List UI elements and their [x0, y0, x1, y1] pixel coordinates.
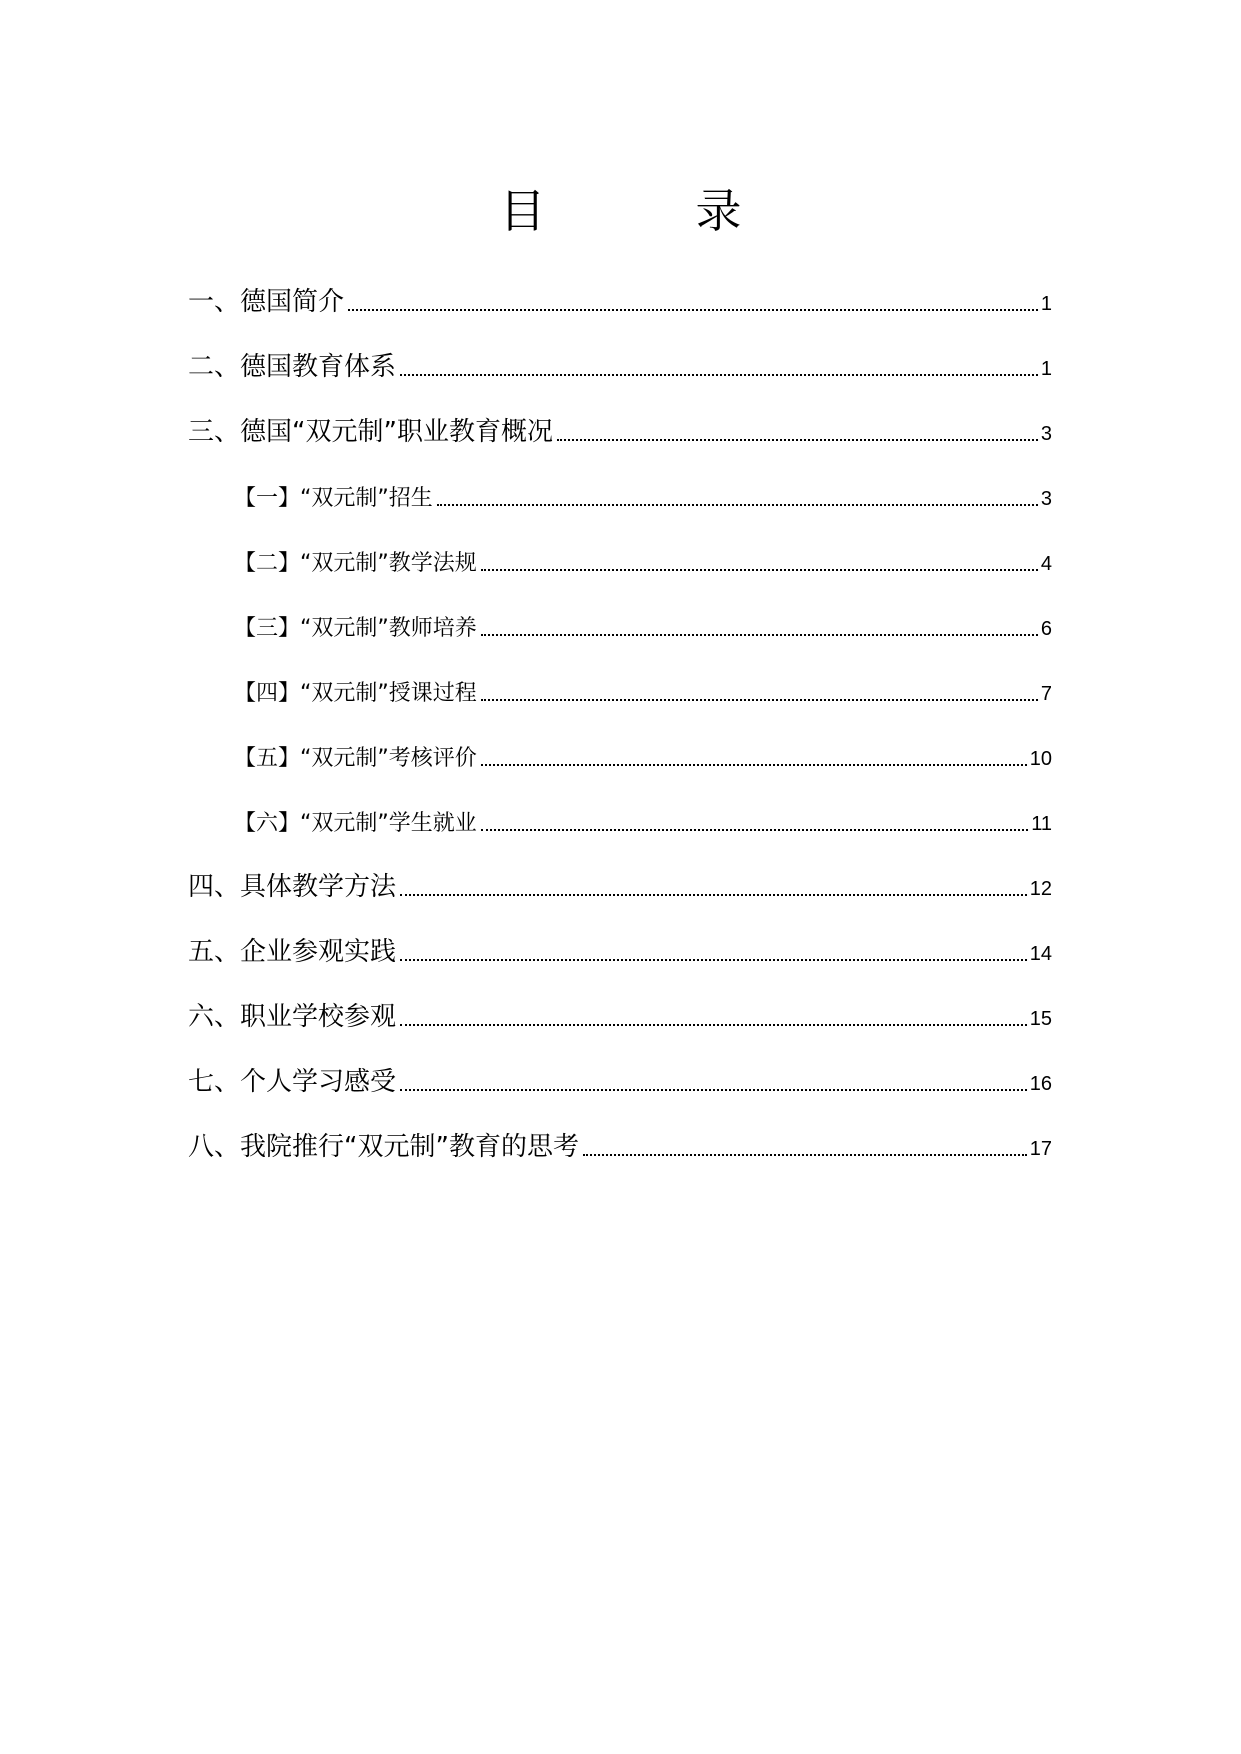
- toc-page-number: 11: [1031, 813, 1052, 835]
- dot-leader: [400, 1089, 1027, 1091]
- toc-page-number: 6: [1040, 618, 1052, 640]
- toc-entry-5[interactable]: [188, 905, 1052, 970]
- toc-page-number: 1: [1040, 358, 1052, 380]
- dot-leader: [481, 699, 1038, 701]
- toc-subentry-3-2[interactable]: [188, 515, 1052, 580]
- toc-page-number: 4: [1040, 553, 1052, 575]
- toc-entry-text: 【六】“双元制”学生就业: [234, 811, 477, 836]
- toc-entry-8[interactable]: [188, 1100, 1052, 1165]
- toc-entry-2[interactable]: [188, 320, 1052, 385]
- toc-entry-6[interactable]: [188, 970, 1052, 1035]
- toc-page-number: 7: [1040, 683, 1052, 705]
- toc-entry-text: 五、企业参观实践: [188, 937, 397, 967]
- toc-page-number: 17: [1029, 1138, 1052, 1160]
- toc-entry-text: 二、德国教育体系: [188, 352, 397, 382]
- toc-entry-text: 六、职业学校参观: [188, 1002, 397, 1032]
- dot-leader: [400, 959, 1027, 961]
- dot-leader: [348, 309, 1038, 311]
- dot-leader: [400, 374, 1038, 376]
- dot-leader: [437, 504, 1038, 506]
- toc-entry-7[interactable]: [188, 1035, 1052, 1100]
- toc-entry-1[interactable]: [188, 255, 1052, 320]
- dot-leader: [481, 634, 1038, 636]
- dot-leader: [481, 829, 1028, 831]
- toc-subentry-3-6[interactable]: [188, 775, 1052, 840]
- toc-page-number: 14: [1029, 943, 1052, 965]
- dot-leader: [583, 1154, 1027, 1156]
- toc-subentry-3-1[interactable]: [188, 450, 1052, 515]
- toc-entry-4[interactable]: [188, 840, 1052, 905]
- toc-page-number: 3: [1040, 488, 1052, 510]
- dot-leader: [557, 439, 1038, 441]
- dot-leader: [481, 569, 1038, 571]
- dot-leader: [400, 894, 1027, 896]
- table-of-contents: [188, 255, 1052, 1165]
- dot-leader: [481, 764, 1027, 766]
- toc-entry-text: 七、个人学习感受: [188, 1067, 397, 1097]
- toc-page-number: 10: [1029, 748, 1052, 770]
- toc-page-number: 16: [1029, 1073, 1052, 1095]
- page-title: 目 录: [499, 183, 794, 238]
- toc-subentry-3-5[interactable]: [188, 710, 1052, 775]
- toc-page-number: 12: [1029, 878, 1052, 900]
- toc-page-number: 1: [1040, 293, 1052, 315]
- toc-entry-3[interactable]: [188, 385, 1052, 450]
- toc-page-number: 15: [1029, 1008, 1052, 1030]
- toc-entry-text: 【四】“双元制”授课过程: [234, 681, 477, 706]
- toc-entry-text: 【二】“双元制”教学法规: [234, 551, 477, 576]
- dot-leader: [400, 1024, 1027, 1026]
- toc-entry-text: 三、德国“双元制”职业教育概况: [188, 417, 553, 447]
- toc-page-number: 3: [1040, 423, 1052, 445]
- toc-entry-text: 【一】“双元制”招生: [234, 486, 433, 511]
- toc-subentry-3-4[interactable]: [188, 645, 1052, 710]
- toc-entry-text: 【五】“双元制”考核评价: [234, 746, 477, 771]
- toc-subentry-3-3[interactable]: [188, 580, 1052, 645]
- toc-entry-text: 一、德国简介: [188, 287, 345, 317]
- toc-entry-text: 【三】“双元制”教师培养: [234, 616, 477, 641]
- toc-entry-text: 四、具体教学方法: [188, 872, 397, 902]
- toc-entry-text: 八、我院推行“双元制”教育的思考: [188, 1132, 579, 1162]
